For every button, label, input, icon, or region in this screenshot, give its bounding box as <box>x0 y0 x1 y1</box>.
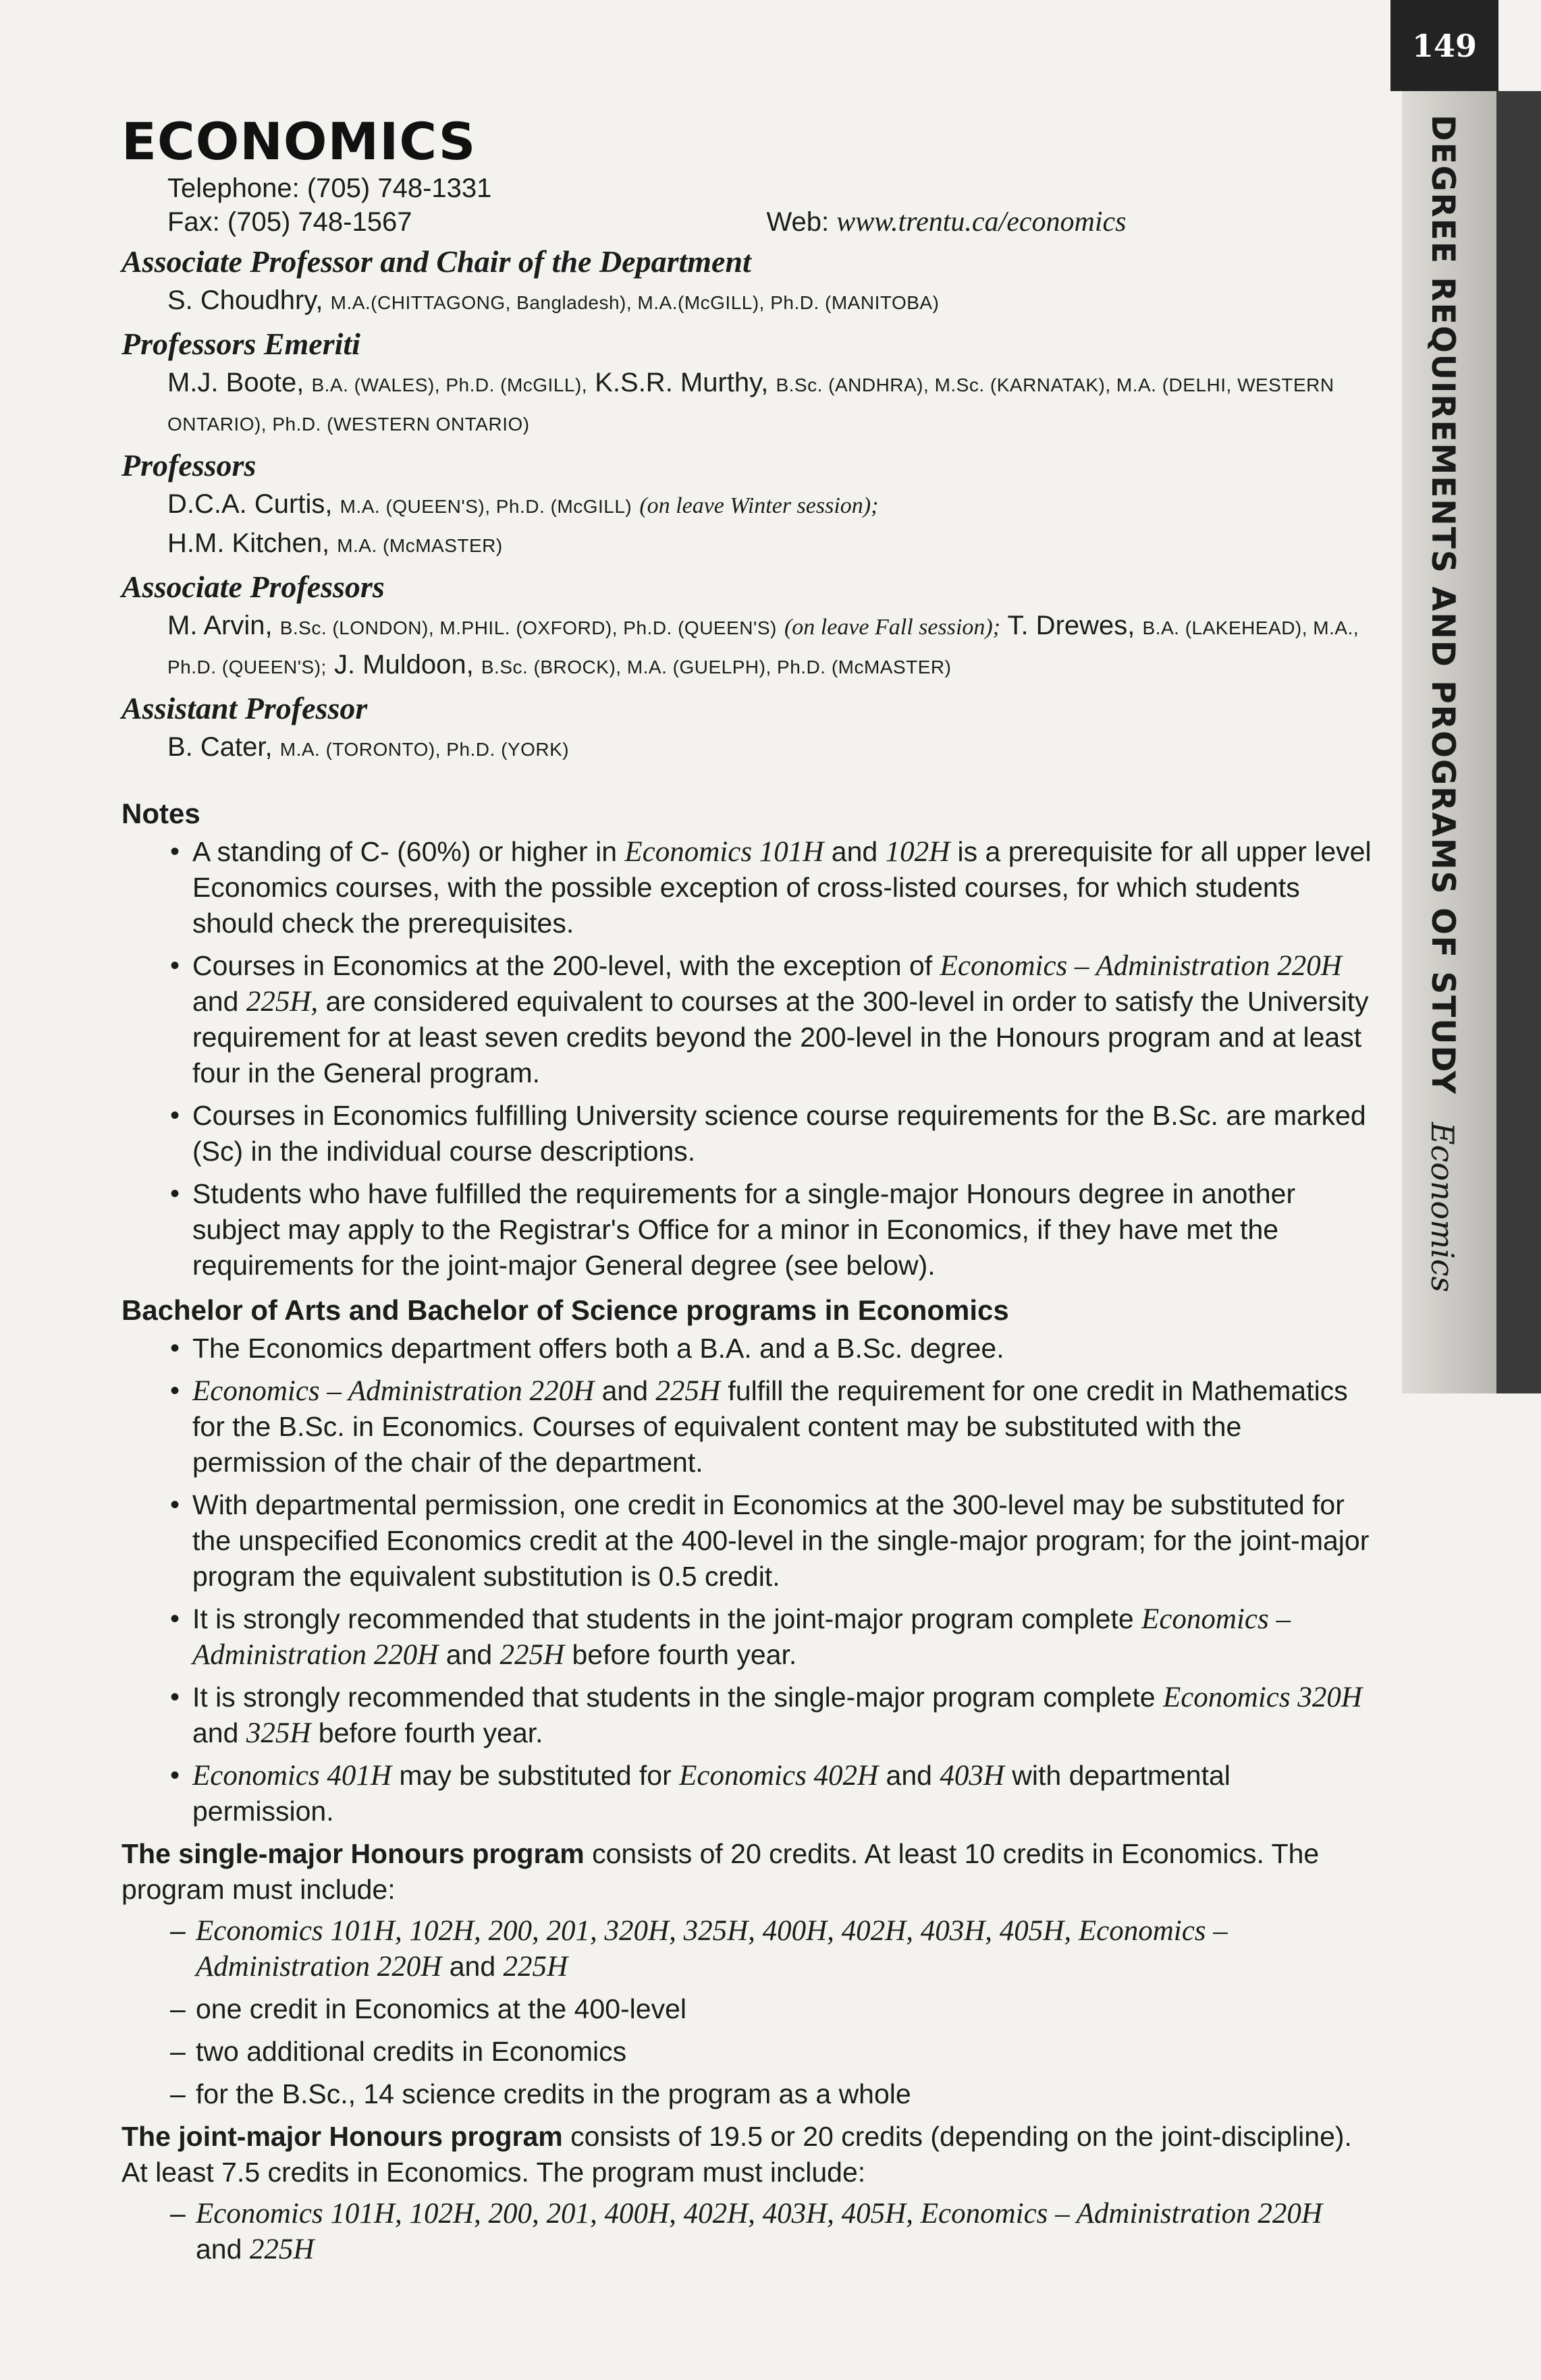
assistant-entry <box>167 729 1374 768</box>
professors-entry <box>167 486 1374 564</box>
course-name: Economics 320H <box>1162 1682 1362 1713</box>
course-name: 225H <box>503 1951 568 1983</box>
assistant-heading: Assistant Professor <box>121 691 368 725</box>
note-text: and <box>438 1639 500 1670</box>
prof-2-name: H.M. Kitchen, <box>167 528 330 558</box>
list-item: • Students who have fulfilled the requirements for a single-major Honours degree in another subject may apply to the Registrar's Office for a minor in Economics, if they have met the requirements for the joint-major General degree (see below). <box>121 1176 1374 1283</box>
note-text: and <box>823 836 886 867</box>
assoc-entry <box>167 607 1374 686</box>
notes-list <box>121 834 1374 1283</box>
course-name: Economics 401H <box>192 1760 391 1792</box>
prof-1-name: D.C.A. Curtis, <box>167 489 333 519</box>
note-text: before fourth year. <box>310 1717 543 1748</box>
page-title: ECONOMICS <box>121 111 477 171</box>
course-name: Economics 402H <box>679 1760 879 1792</box>
web-link[interactable]: www.trentu.ca/economics <box>836 206 1127 238</box>
list-item: • The Economics department offers both a B.A. and a B.Sc. degree. <box>121 1331 1374 1366</box>
list-item: • With departmental permission, one credit in Economics at the 300-level may be substituted for the unspecified Economics credit at the 400-level in the single-major program; for the joint-major program the equivalent substitution is 0.5 credit. <box>121 1487 1374 1595</box>
joint-major-text: consists of 19.5 or 20 credits (depending on the joint-discipline). At least 7.5 credits in Economics. The program must include: <box>121 2121 1352 2188</box>
note-text: is a prerequisite for all upper level Economics courses, with the possible exception of cross-listed courses, for which students should check the prerequisites. <box>192 836 1372 939</box>
note-text: with departmental permission. <box>192 1760 1231 1827</box>
emeriti-heading: Professors Emeriti <box>121 327 360 361</box>
joint-major-lead: The joint-major Honours program <box>121 2121 563 2152</box>
assoc-heading: Associate Professors <box>121 570 385 604</box>
course-name: Economics 101H, 102H, 200, 201, 320H, 325H, 400H, 402H, 403H, 405H, Economics – Administration 220H <box>196 1915 1228 1983</box>
note-text: and <box>192 986 246 1017</box>
fax-web-row <box>167 205 1374 239</box>
course-name: Economics 101H <box>624 836 824 868</box>
course-name: 403H <box>940 1760 1004 1792</box>
joint-major-list <box>121 2196 1374 2267</box>
course-name: 225H, <box>246 986 319 1018</box>
chair-entry <box>167 282 1374 321</box>
contact-block <box>167 171 1374 239</box>
list-item <box>121 1601 1374 1673</box>
note-text: before fourth year. <box>564 1639 797 1670</box>
professors-heading: Professors <box>121 448 256 482</box>
note-text: It is strongly recommended that students in the single-major program complete <box>192 1682 1163 1713</box>
single-major-list <box>121 1913 1374 2112</box>
single-major-lead: The single-major Honours program <box>121 1838 585 1869</box>
notes-heading: Notes <box>121 798 200 829</box>
list-item <box>121 1680 1374 1751</box>
assoc-3-degrees: B.Sc. (BROCK), M.A. (GUELPH), Ph.D. (McMASTER) <box>481 657 952 677</box>
page-number <box>1390 0 1498 91</box>
programs-list <box>121 1331 1374 1829</box>
chair-heading: Associate Professor and Chair of the Department <box>121 244 751 279</box>
assoc-3-name: J. Muldoon, <box>333 650 474 680</box>
note-text: may be substituted for <box>391 1760 680 1791</box>
web <box>766 205 1126 239</box>
main-content <box>121 111 1374 2274</box>
note-text: It is strongly recommended that students in the joint-major program complete <box>192 1603 1142 1634</box>
note-text: A standing of C- (60%) or higher in <box>192 836 625 867</box>
course-name: Economics 101H, 102H, 200, 201, 400H, 402H, 403H, 405H, Economics – Administration 220H <box>196 2198 1322 2230</box>
emeriti-1-name: M.J. Boote, <box>167 368 304 397</box>
side-tab-subtitle: Economics <box>1424 1122 1461 1293</box>
assoc-1-name: M. Arvin, <box>167 611 273 640</box>
single-major-text: consists of 20 credits. At least 10 credits in Economics. The program must include: <box>121 1838 1320 1905</box>
course-name: Economics – Administration 220H <box>940 950 1342 982</box>
course-name: Economics – Administration 220H <box>192 1375 595 1407</box>
list-item: – for the B.Sc., 14 science credits in the program as a whole <box>121 2076 1374 2112</box>
note-text: and <box>878 1760 940 1791</box>
course-name: Economics – Administration 220H <box>192 1603 1291 1671</box>
side-tab-edge <box>1496 91 1541 1393</box>
note-text: and <box>196 2234 250 2265</box>
list-item <box>121 2196 1374 2267</box>
course-name: 325H <box>246 1717 311 1749</box>
prof-2-degrees: M.A. (McMASTER) <box>337 535 503 556</box>
list-item: • Courses in Economics fulfilling University science course requirements for the B.Sc. are marked (Sc) in the individual course descriptions. <box>121 1098 1374 1169</box>
course-name: 225H <box>655 1375 720 1407</box>
single-major-paragraph <box>121 1836 1374 1908</box>
side-tab-label <box>1424 115 1461 1292</box>
web-label: Web: <box>766 207 837 237</box>
page-number-text: 149 <box>1411 27 1478 64</box>
course-name: 225H <box>249 2234 315 2265</box>
note-text: are considered equivalent to courses at the 300-level in order to satisfy the University requirement for at least seven credits beyond the 200-level in the Honours program and at least four in the General program. <box>192 986 1369 1088</box>
list-item <box>121 1913 1374 1985</box>
telephone: Telephone: (705) 748-1331 <box>167 173 492 203</box>
list-item <box>121 1373 1374 1480</box>
emeriti-1-degrees: B.A. (WALES), Ph.D. (McGILL), <box>311 375 588 395</box>
list-item: – two additional credits in Economics <box>121 2034 1374 2070</box>
note-text: Courses in Economics at the 200-level, with the exception of <box>192 950 940 981</box>
emeriti-2-degrees: B.Sc. (ANDHRA), M.Sc. (KARNATAK), M.A. (DELHI, WESTERN ONTARIO), Ph.D. (WESTERN ONTARIO) <box>167 375 1334 435</box>
list-item: – one credit in Economics at the 400-level <box>121 1991 1374 2027</box>
list-item <box>121 948 1374 1091</box>
emeriti-2-name: K.S.R. Murthy, <box>595 368 769 397</box>
assoc-1-degrees: B.Sc. (LONDON), M.PHIL. (OXFORD), Ph.D. (QUEEN'S) <box>279 617 777 638</box>
professor-row <box>167 525 1374 564</box>
note-text: and <box>441 1951 504 1982</box>
assistant-name: B. Cater, <box>167 732 273 762</box>
assistant-degrees: M.A. (TORONTO), Ph.D. (YORK) <box>279 739 570 760</box>
note-text: and <box>192 1717 246 1748</box>
emeriti-entry <box>167 364 1374 443</box>
assoc-1-note: (on leave Fall session); <box>784 615 1001 640</box>
programs-heading: Bachelor of Arts and Bachelor of Science programs in Economics <box>121 1294 1009 1326</box>
fax: Fax: (705) 748-1567 <box>167 207 412 237</box>
prof-1-note: (on leave Winter session); <box>639 493 879 518</box>
course-name: 225H <box>499 1639 565 1671</box>
course-name: 102H <box>885 836 950 868</box>
note-text: fulfill the requirement for one credit in Mathematics for the B.Sc. in Economics. Courses of equivalent content may be substituted with the permission of the chair of the department. <box>192 1375 1348 1478</box>
assoc-2-name: T. Drewes, <box>1007 611 1135 640</box>
chair-name: S. Choudhry, <box>167 285 323 315</box>
note-text: and <box>594 1375 656 1406</box>
joint-major-paragraph <box>121 2119 1374 2190</box>
prof-1-degrees: M.A. (QUEEN'S), Ph.D. (McGILL) <box>340 496 632 517</box>
list-item <box>121 1758 1374 1829</box>
side-tab-title: DEGREE REQUIREMENTS AND PROGRAMS OF STUDY <box>1424 115 1461 1096</box>
professor-row <box>167 486 1374 525</box>
list-item <box>121 834 1374 941</box>
chair-degrees: M.A.(CHITTAGONG, Bangladesh), M.A.(McGILL), Ph.D. (MANITOBA) <box>330 292 940 313</box>
assoc-2-degrees: B.A. (LAKEHEAD), M.A., Ph.D. (QUEEN'S); <box>167 617 1359 677</box>
